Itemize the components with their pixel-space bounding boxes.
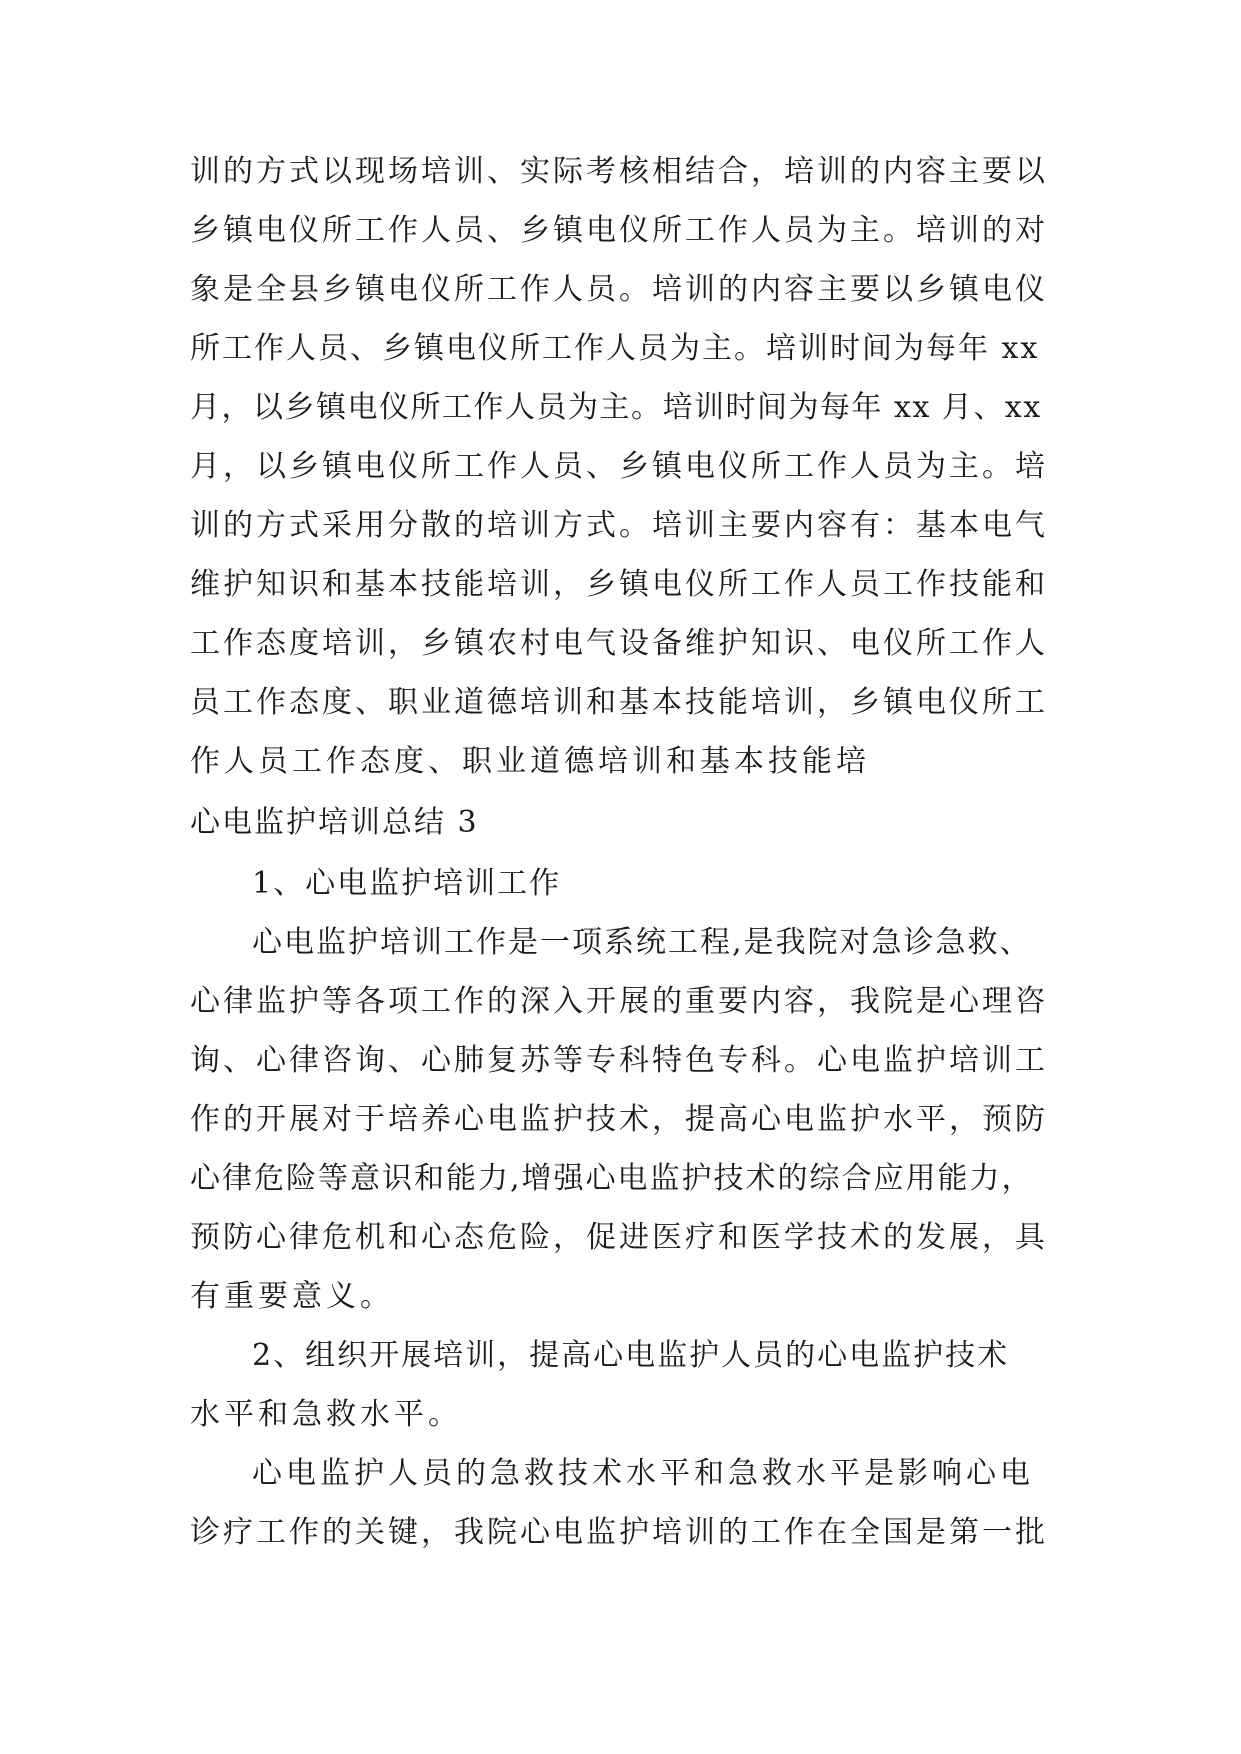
text-line: 诊疗工作的关键，我院心电监护培训的工作在全国是第一批 <box>190 1515 1048 1550</box>
text-line: 有重要意义。 <box>190 1279 394 1314</box>
text-line: 训的方式采用分散的培训方式。培训主要内容有：基本电气 <box>190 508 1048 543</box>
document-body <box>190 142 1052 1562</box>
text-line: 月，以乡镇电仪所工作人员、乡镇电仪所工作人员为主。培 <box>190 449 1048 484</box>
text-line: 象是全县乡镇电仪所工作人员。培训的内容主要以乡镇电仪 <box>190 272 1048 307</box>
text-line: 工作态度培训，乡镇农村电气设备维护知识、电仪所工作人 <box>190 626 1048 661</box>
text-line: 2、组织开展培训，提高心电监护人员的心电监护技术 <box>252 1338 1010 1373</box>
text-line: 心律监护等各项工作的深入开展的重要内容，我院是心理咨 <box>190 984 1048 1019</box>
text-line: 心律危险等意识和能力,增强心电监护技术的综合应用能力， <box>190 1161 1034 1196</box>
text-line: 训的方式以现场培训、实际考核相结合，培训的内容主要以 <box>190 154 1048 189</box>
text-line: 预防心律危机和心态危险，促进医疗和医学技术的发展，具 <box>190 1220 1048 1255</box>
item1-heading: 1、心电监护培训工作 <box>252 866 562 901</box>
item2-heading <box>190 1326 1052 1444</box>
text-line: 询、心律咨询、心肺复苏等专科特色专科。心电监护培训工 <box>190 1043 1048 1078</box>
text-line: 作的开展对于培养心电监护技术，提高心电监护水平，预防 <box>190 1102 1048 1137</box>
text-line: 心电监护人员的急救技术水平和急救水平是影响心电 <box>252 1456 1034 1491</box>
text-line: 维护知识和基本技能培训，乡镇电仪所工作人员工作技能和 <box>190 567 1048 602</box>
text-line: 月，以乡镇电仪所工作人员为主。培训时间为每年 xx 月、xx <box>190 390 1042 425</box>
text-line: 员工作态度、职业道德培训和基本技能培训，乡镇电仪所工 <box>190 685 1048 720</box>
text-line: 心电监护培训工作是一项系统工程,是我院对急诊急救、 <box>252 925 1032 960</box>
section-title: 心电监护培训总结 3 <box>190 805 479 840</box>
text-line: 水平和急救水平。 <box>190 1397 462 1432</box>
item1-paragraph <box>190 913 1052 1326</box>
text-line: 所工作人员、乡镇电仪所工作人员为主。培训时间为每年 xx <box>190 331 1040 366</box>
intro-paragraph <box>190 142 1052 791</box>
text-line: 乡镇电仪所工作人员、乡镇电仪所工作人员为主。培训的对 <box>190 213 1048 248</box>
item2-paragraph <box>190 1444 1052 1562</box>
text-line: 作人员工作态度、职业道德培训和基本技能培 <box>190 744 870 779</box>
